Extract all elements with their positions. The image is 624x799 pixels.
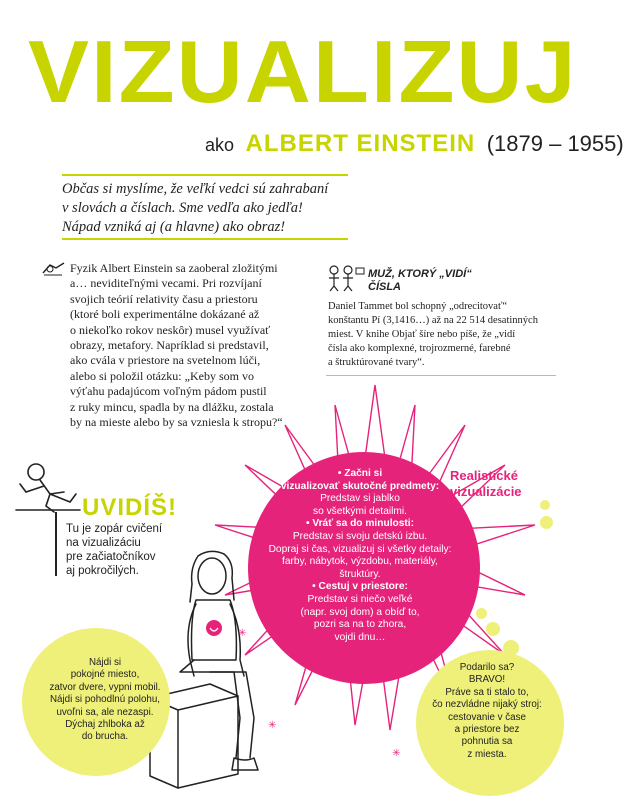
paragraph-line: alebo si položil otázku: „Keby som vo	[70, 368, 254, 383]
subtitle-prefix: ako	[205, 135, 235, 155]
sparkle-decoration: ✳	[392, 748, 401, 759]
realistic-line: vizualizácie	[450, 484, 522, 499]
sparkle-decoration: ✳	[238, 628, 247, 639]
subtitle-name: ALBERT EINSTEIN	[245, 130, 476, 157]
pink-line: vojdi dnu…	[334, 631, 386, 643]
yellow-dot	[540, 500, 550, 510]
running-man-icon	[14, 462, 84, 514]
yellow-left-text	[44, 657, 166, 744]
yellow-right-line: čo nezvládne nijaký stroj:	[432, 699, 542, 711]
uvidis-line: na vizualizáciu	[66, 537, 141, 549]
paragraph-line: obrazy, metafory. Napríklad si predstavil,	[70, 338, 269, 353]
right-title-line: ČÍSLA	[368, 281, 401, 293]
paragraph-line: (ktoré boli experimentálne dokázané až	[70, 307, 260, 322]
pink-line: pozri sa na to zhora,	[313, 619, 407, 631]
right-text-line: miest. V knihe Objať šíre nebo píše, že „vidí	[328, 329, 516, 340]
yellow-left-line: do brucha.	[81, 731, 129, 743]
right-column-rule	[326, 375, 556, 376]
uvidis-line: pre začiatočníkov	[66, 551, 156, 563]
yellow-right-line: Podarilo sa?	[459, 662, 515, 673]
pink-line: • Začni si	[337, 468, 383, 479]
right-text-line: čísla ako komplexné, trojrozmerné, farebné	[328, 343, 511, 354]
paragraph-line: svojich teórií relativity času a priestoru	[70, 291, 258, 306]
paragraph-line: ako cválа v priestore na svetelnom lúči,	[70, 353, 261, 368]
yellow-right-line: pohnutia sa	[461, 736, 513, 748]
uvidis-rule	[55, 512, 57, 576]
uvidis-line: Tu je zopár cvičení	[66, 523, 163, 535]
right-text-line: Daniel Tammet bol schopný „odrecitovať“	[328, 301, 508, 312]
paragraph-line: z ruky mincu, spadla by na dlážku, zostala	[70, 399, 274, 414]
yellow-right-text	[428, 662, 546, 761]
intro-line: v slovách a číslach. Sme vedľa ako jedľa!	[62, 200, 303, 216]
intro-rule-bottom	[62, 238, 348, 240]
page-subtitle	[205, 132, 624, 156]
intro-line: Nápad vzniká aj (a hlavne) ako obraz!	[62, 219, 286, 235]
subtitle-years: (1879 – 1955)	[486, 131, 624, 156]
yellow-left-line: zatvor dvere, vypni mobil.	[49, 681, 161, 693]
yellow-right-line: cestovanie v čase	[448, 711, 526, 723]
right-text-line: a štruktúrované tvary“.	[328, 357, 425, 368]
realistic-label	[450, 468, 530, 500]
pink-line: štruktúry.	[339, 568, 381, 580]
uvidis-heading: UVIDÍŠ!	[82, 494, 178, 521]
right-column-text	[328, 300, 548, 370]
paragraph-line: o niekoľko rokov neskôr) musel využívať	[70, 322, 271, 337]
right-title-line: MUŽ, KTORÝ „VIDÍ“	[368, 268, 472, 280]
intro-text	[62, 180, 362, 237]
pink-line: Dopraj si čas, vizualizuj si všetky detaily:	[268, 543, 452, 555]
yellow-dot	[486, 622, 500, 636]
intro-rule-top	[62, 174, 348, 176]
pink-line: vizualizovať skutočné predmety:	[280, 480, 440, 492]
paragraph-line: by na mieste alebo by sa vzniesla k stropu?“	[70, 415, 283, 430]
yellow-right-line: a priestore bez	[454, 724, 520, 736]
pink-line: so všetkými detailmi.	[313, 505, 407, 517]
pink-line: farby, nábytok, výzdobu, materiály,	[282, 556, 438, 568]
yellow-left-line: Nájdi si pohodlnú polohu,	[49, 694, 161, 706]
yellow-left-line: Dýchaj zhlboka až	[65, 719, 145, 731]
yellow-dot	[476, 608, 487, 619]
yellow-left-line: Nájdi si	[88, 657, 122, 668]
paragraph-line: výťahu padajúcom voľným pádom pustil	[70, 384, 267, 399]
yellow-right-line: z miesta.	[467, 748, 507, 760]
yellow-right-line: Práve sa ti stalo to,	[445, 686, 529, 698]
pink-line: • Cestuj v priestore:	[312, 581, 408, 593]
yellow-left-line: uvoľni sa, ale nezaspi.	[56, 706, 154, 718]
page-title: VIZUALIZUJ	[28, 22, 578, 121]
paragraph-line: Fyzik Albert Einstein sa zaoberal zložitými	[70, 261, 278, 275]
pink-line: Predstav si niečo veľké	[307, 593, 413, 605]
right-text-line: konštantu Pí (3,1416…) až na 22 514 desatinných	[328, 315, 538, 326]
pink-line: • Vráť sa do minulosti:	[305, 518, 415, 530]
yellow-left-line: pokojné miesto,	[70, 669, 140, 681]
yellow-dot	[540, 516, 553, 529]
intro-line: Občas si myslíme, že veľkí vedci sú zahrabaní	[62, 181, 329, 197]
paragraph-line: a… neviditeľnými vecami. Pri rozvíjaní	[70, 276, 262, 291]
right-column-title	[328, 268, 568, 294]
pink-line: (napr. svoj dom) a obíď to,	[300, 606, 420, 618]
uvidis-line: aj pokročilých.	[66, 565, 139, 577]
yellow-right-line: BRAVO!	[468, 674, 506, 686]
sparkle-decoration: ✳	[268, 720, 277, 731]
pink-line: Predstav si svoju detskú izbu.	[292, 530, 428, 542]
pink-line: Predstav si jablko	[320, 493, 400, 505]
sitting-boy-illustration	[150, 548, 290, 788]
realistic-line: Realistické	[450, 468, 518, 483]
